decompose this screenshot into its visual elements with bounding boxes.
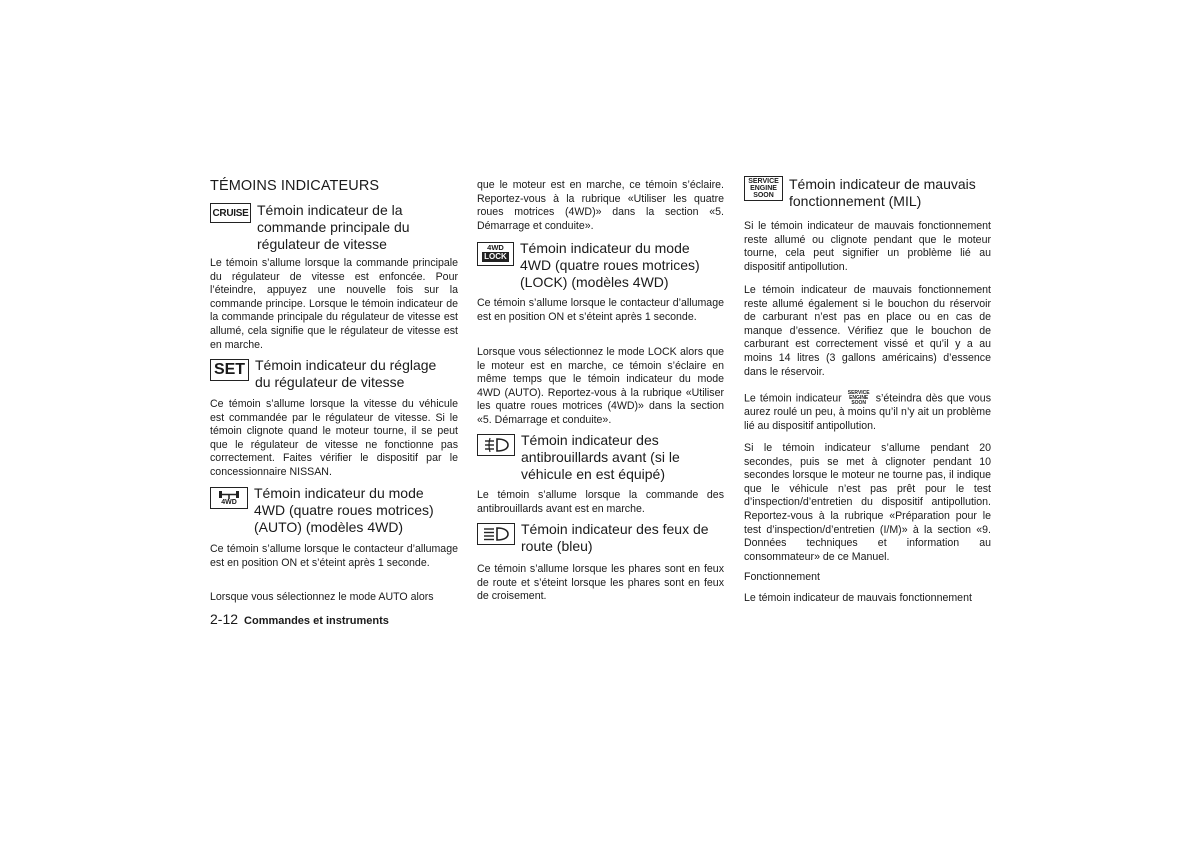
paragraph: que le moteur est en marche, ce témoin s’éclaire. Reportez-vous à la rubrique «Utiliser les quatre roues motrices (4WD)» dans la section «5. Démarrage et conduite». [477,179,724,232]
4wd-auto-icon [210,487,248,509]
paragraph: Fonctionnement [744,571,820,583]
heading-4wd-lock [477,240,727,291]
4wd-lock-bottom-label: LOCK [484,252,507,261]
high-beam-icon [477,523,515,545]
heading-text: Témoin indicateur de la commande principale du régulateur de vitesse [257,202,410,252]
heading-text: Témoin indicateur des feux de route (bleu) [521,521,709,554]
paragraph: Ce témoin s’allume lorsque les phares sont en feux de route et s’éteint lorsque les phares sont en feux de croisement. [477,563,724,603]
paragraph: Le témoin indicateur de mauvais fonctionnement reste allumé également si le bouchon du réservoir de carburant n’est pas en place ou en cas de manque d’essence. Vérifiez que le bouchon de carburant est correctement vissé et qu’il y a au moins 14 litres (3 gallons américains) d’essence dans le réservoir. [744,284,991,378]
heading-high-beam [477,521,727,555]
service-label: SERVICE [748,178,779,185]
4wd-lock-top-label: 4WD [487,243,504,252]
heading-4wd-auto [210,485,460,536]
fog-light-symbol-icon [481,437,511,453]
section-title: TÉMOINS INDICATEURS [210,178,380,194]
soon-small-label: SOON [851,400,867,406]
heading-mil [744,176,994,210]
page-number: 2-12 [210,611,239,627]
heading-text: Témoin indicateur du mode 4WD (quatre roues motrices) (AUTO) (modèles 4WD) [254,485,434,535]
heading-text: Témoin indicateur du mode 4WD (quatre roues motrices) (LOCK) (modèles 4WD) [520,240,700,290]
paragraph: Si le témoin indicateur s’allume pendant 20 secondes, puis se met à clignoter pendant 10 secondes lorsque le moteur ne tourne pas, il indique que le véhicule n’est pas prêt pour le test d’inspection/d’entretien du dispositif antipollution. Reportez-vous à la rubrique «Préparation pour le test d’inspection/d’entretien (I/M)» à la section «9. Données techniques et information au consommateur» de ce Manuel. [744,442,991,563]
chapter-title: Commandes et instruments [244,615,389,627]
paragraph: Ce témoin s’allume lorsque le contacteur d’allumage est en position ON et s’éteint après 1 seconde. [210,543,458,569]
service-small-label: SERVICE [847,390,870,396]
paragraph-text: Le témoin indicateur [744,392,842,405]
soon-label: SOON [753,192,774,199]
paragraph-with-icon [744,391,991,433]
service-engine-soon-small-icon [848,391,870,406]
paragraph-text: s’éteindra dès que vous aurez roulé un peu, à moins qu’il n’y ait un problème lié au dispositif antipollution. [744,392,991,432]
paragraph: Le témoin s’allume lorsque la commande principale du régulateur de vitesse est enfoncée. Pour l’éteindre, appuyez une nouvelle fois sur la commande principe. Lorsque le témoin indicateur de la commande principale du régulateur de vitesse est allumé, cela signifie que le régulateur de vitesse est en marche. [210,257,458,351]
heading-fog-lights [477,432,727,483]
4wd-lock-icon [477,242,514,266]
set-icon-label: SET [213,361,246,378]
page-footer [210,611,389,627]
engine-label: ENGINE [750,185,777,192]
heading-text: Témoin indicateur des antibrouillards avant (si le véhicule en est équipé) [521,432,680,482]
cruise-icon-label: CRUISE [212,207,249,219]
paragraph: Le témoin s’allume lorsque la commande des antibrouillards avant est en marche. [477,489,724,515]
fog-light-icon [477,434,515,456]
heading-cruise-set [210,357,460,391]
high-beam-symbol-icon [481,526,511,542]
paragraph: Le témoin indicateur de mauvais fonctionnement [744,592,972,604]
engine-small-label: ENGINE [849,395,869,401]
heading-cruise-main [210,202,460,253]
drivetrain-icon [218,490,240,499]
paragraph: Ce témoin s’allume lorsque la vitesse du véhicule est commandée par le régulateur de vitesse. Si le témoin clignote quand le moteur tourne, il se peut que le régulateur de vitesse ne fonctionne pas correctement. Faites vérifier le dispositif par le concessionnaire NISSAN. [210,398,458,478]
set-icon [210,359,249,381]
paragraph: Lorsque vous sélectionnez le mode AUTO alors [210,591,434,603]
heading-text: Témoin indicateur de mauvais fonctionnement (MIL) [789,176,976,209]
service-engine-soon-icon [744,176,783,201]
paragraph: Si le témoin indicateur de mauvais fonctionnement reste allumé ou clignote pendant que le moteur tourne, cela peut signifier un problème lié au dispositif antipollution. [744,220,991,273]
4wd-icon-label: 4WD [221,498,237,506]
paragraph: Lorsque vous sélectionnez le mode LOCK alors que le moteur est en marche, ce témoin s’éclaire en même temps que le témoin indicateur du mode 4WD (AUTO). Reportez-vous à la rubrique «Utiliser les quatre roues motrices (4WD)» dans la section «5. Démarrage et conduite». [477,346,724,426]
cruise-icon [210,203,251,223]
paragraph: Ce témoin s’allume lorsque le contacteur d’allumage est en position ON et s’éteint après 1 seconde. [477,297,724,323]
heading-text: Témoin indicateur du réglage du régulateur de vitesse [255,357,437,390]
